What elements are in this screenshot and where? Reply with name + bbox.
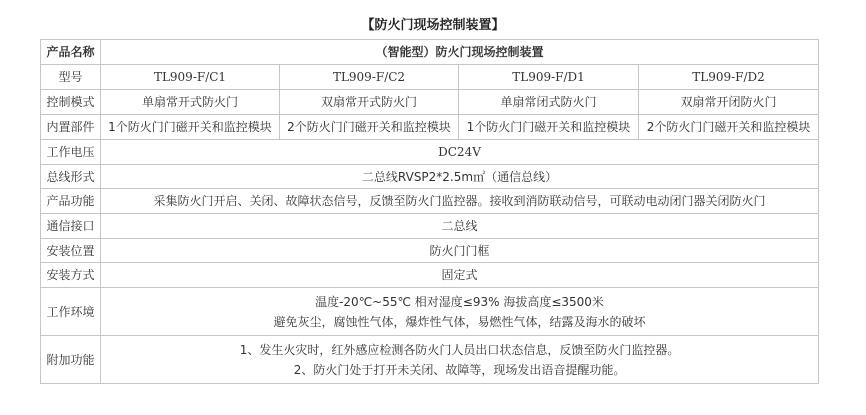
voltage-label: 工作电压	[41, 140, 101, 165]
comm-value: 二总线	[101, 214, 819, 239]
control-mode-label: 控制模式	[41, 90, 101, 115]
voltage-value: DC24V	[101, 140, 819, 165]
model-label: 型号	[41, 65, 101, 90]
spec-table	[40, 39, 819, 384]
environment-line: 温度-20℃~55℃ 相对湿度≤93% 海拔高度≤3500米	[315, 294, 604, 309]
environment-line: 避免灰尘，腐蚀性气体，爆炸性气体，易燃性气体，结露及海水的破坏	[273, 314, 646, 329]
control-mode-cell: 单扇常开式防火门	[101, 90, 280, 115]
table-row-control-mode	[41, 90, 819, 115]
model-cell: TL909-F/C2	[280, 65, 459, 90]
install-method-label: 安装方式	[41, 263, 101, 288]
table-row-components	[41, 115, 819, 140]
model-cell: TL909-F/D2	[639, 65, 819, 90]
table-row-bus	[41, 165, 819, 189]
table-row-comm	[41, 214, 819, 239]
environment-label: 工作环境	[41, 288, 101, 336]
components-cell: 2个防火门门磁开关和监控模块	[639, 115, 819, 140]
table-row-environment	[41, 288, 819, 336]
table-row-product-name	[41, 40, 819, 65]
product-name-label: 产品名称	[41, 40, 101, 65]
table-row-voltage	[41, 140, 819, 165]
product-name-value: （智能型）防火门现场控制装置	[101, 40, 819, 65]
install-method-value: 固定式	[101, 263, 819, 288]
model-cell: TL909-F/D1	[459, 65, 639, 90]
bus-value: 二总线RVSP2*2.5m㎡（通信总线）	[101, 165, 819, 189]
bus-label: 总线形式	[41, 165, 101, 189]
extra-value	[101, 336, 819, 384]
extra-label: 附加功能	[41, 336, 101, 384]
table-row-extra	[41, 336, 819, 384]
control-mode-cell: 双扇常开式防火门	[280, 90, 459, 115]
table-row-model	[41, 65, 819, 90]
page-title: 【防火门现场控制装置】	[361, 18, 505, 33]
function-value: 采集防火门开启、关闭、故障状态信号，反馈至防火门监控器。接收到消防联动信号，可联动电动闭门器关闭防火门	[101, 189, 819, 214]
table-row-install-position	[41, 239, 819, 263]
control-mode-cell: 单扇常闭式防火门	[459, 90, 639, 115]
environment-value	[101, 288, 819, 336]
components-cell: 1个防火门门磁开关和监控模块	[459, 115, 639, 140]
comm-label: 通信接口	[41, 214, 101, 239]
components-cell: 2个防火门门磁开关和监控模块	[280, 115, 459, 140]
install-position-value: 防火门门框	[101, 239, 819, 263]
extra-line: 2、防火门处于打开未关闭、故障等，现场发出语音提醒功能。	[293, 362, 626, 377]
table-row-install-method	[41, 263, 819, 288]
extra-line: 1、发生火灾时，红外感应检测各防火门人员出口状态信息，反馈至防火门监控器。	[239, 342, 680, 357]
components-label: 内置部件	[41, 115, 101, 140]
function-label: 产品功能	[41, 189, 101, 214]
model-cell: TL909-F/C1	[101, 65, 280, 90]
install-position-label: 安装位置	[41, 239, 101, 263]
table-row-function	[41, 189, 819, 214]
components-cell: 1个防火门门磁开关和监控模块	[101, 115, 280, 140]
control-mode-cell: 双扇常开闭防火门	[639, 90, 819, 115]
